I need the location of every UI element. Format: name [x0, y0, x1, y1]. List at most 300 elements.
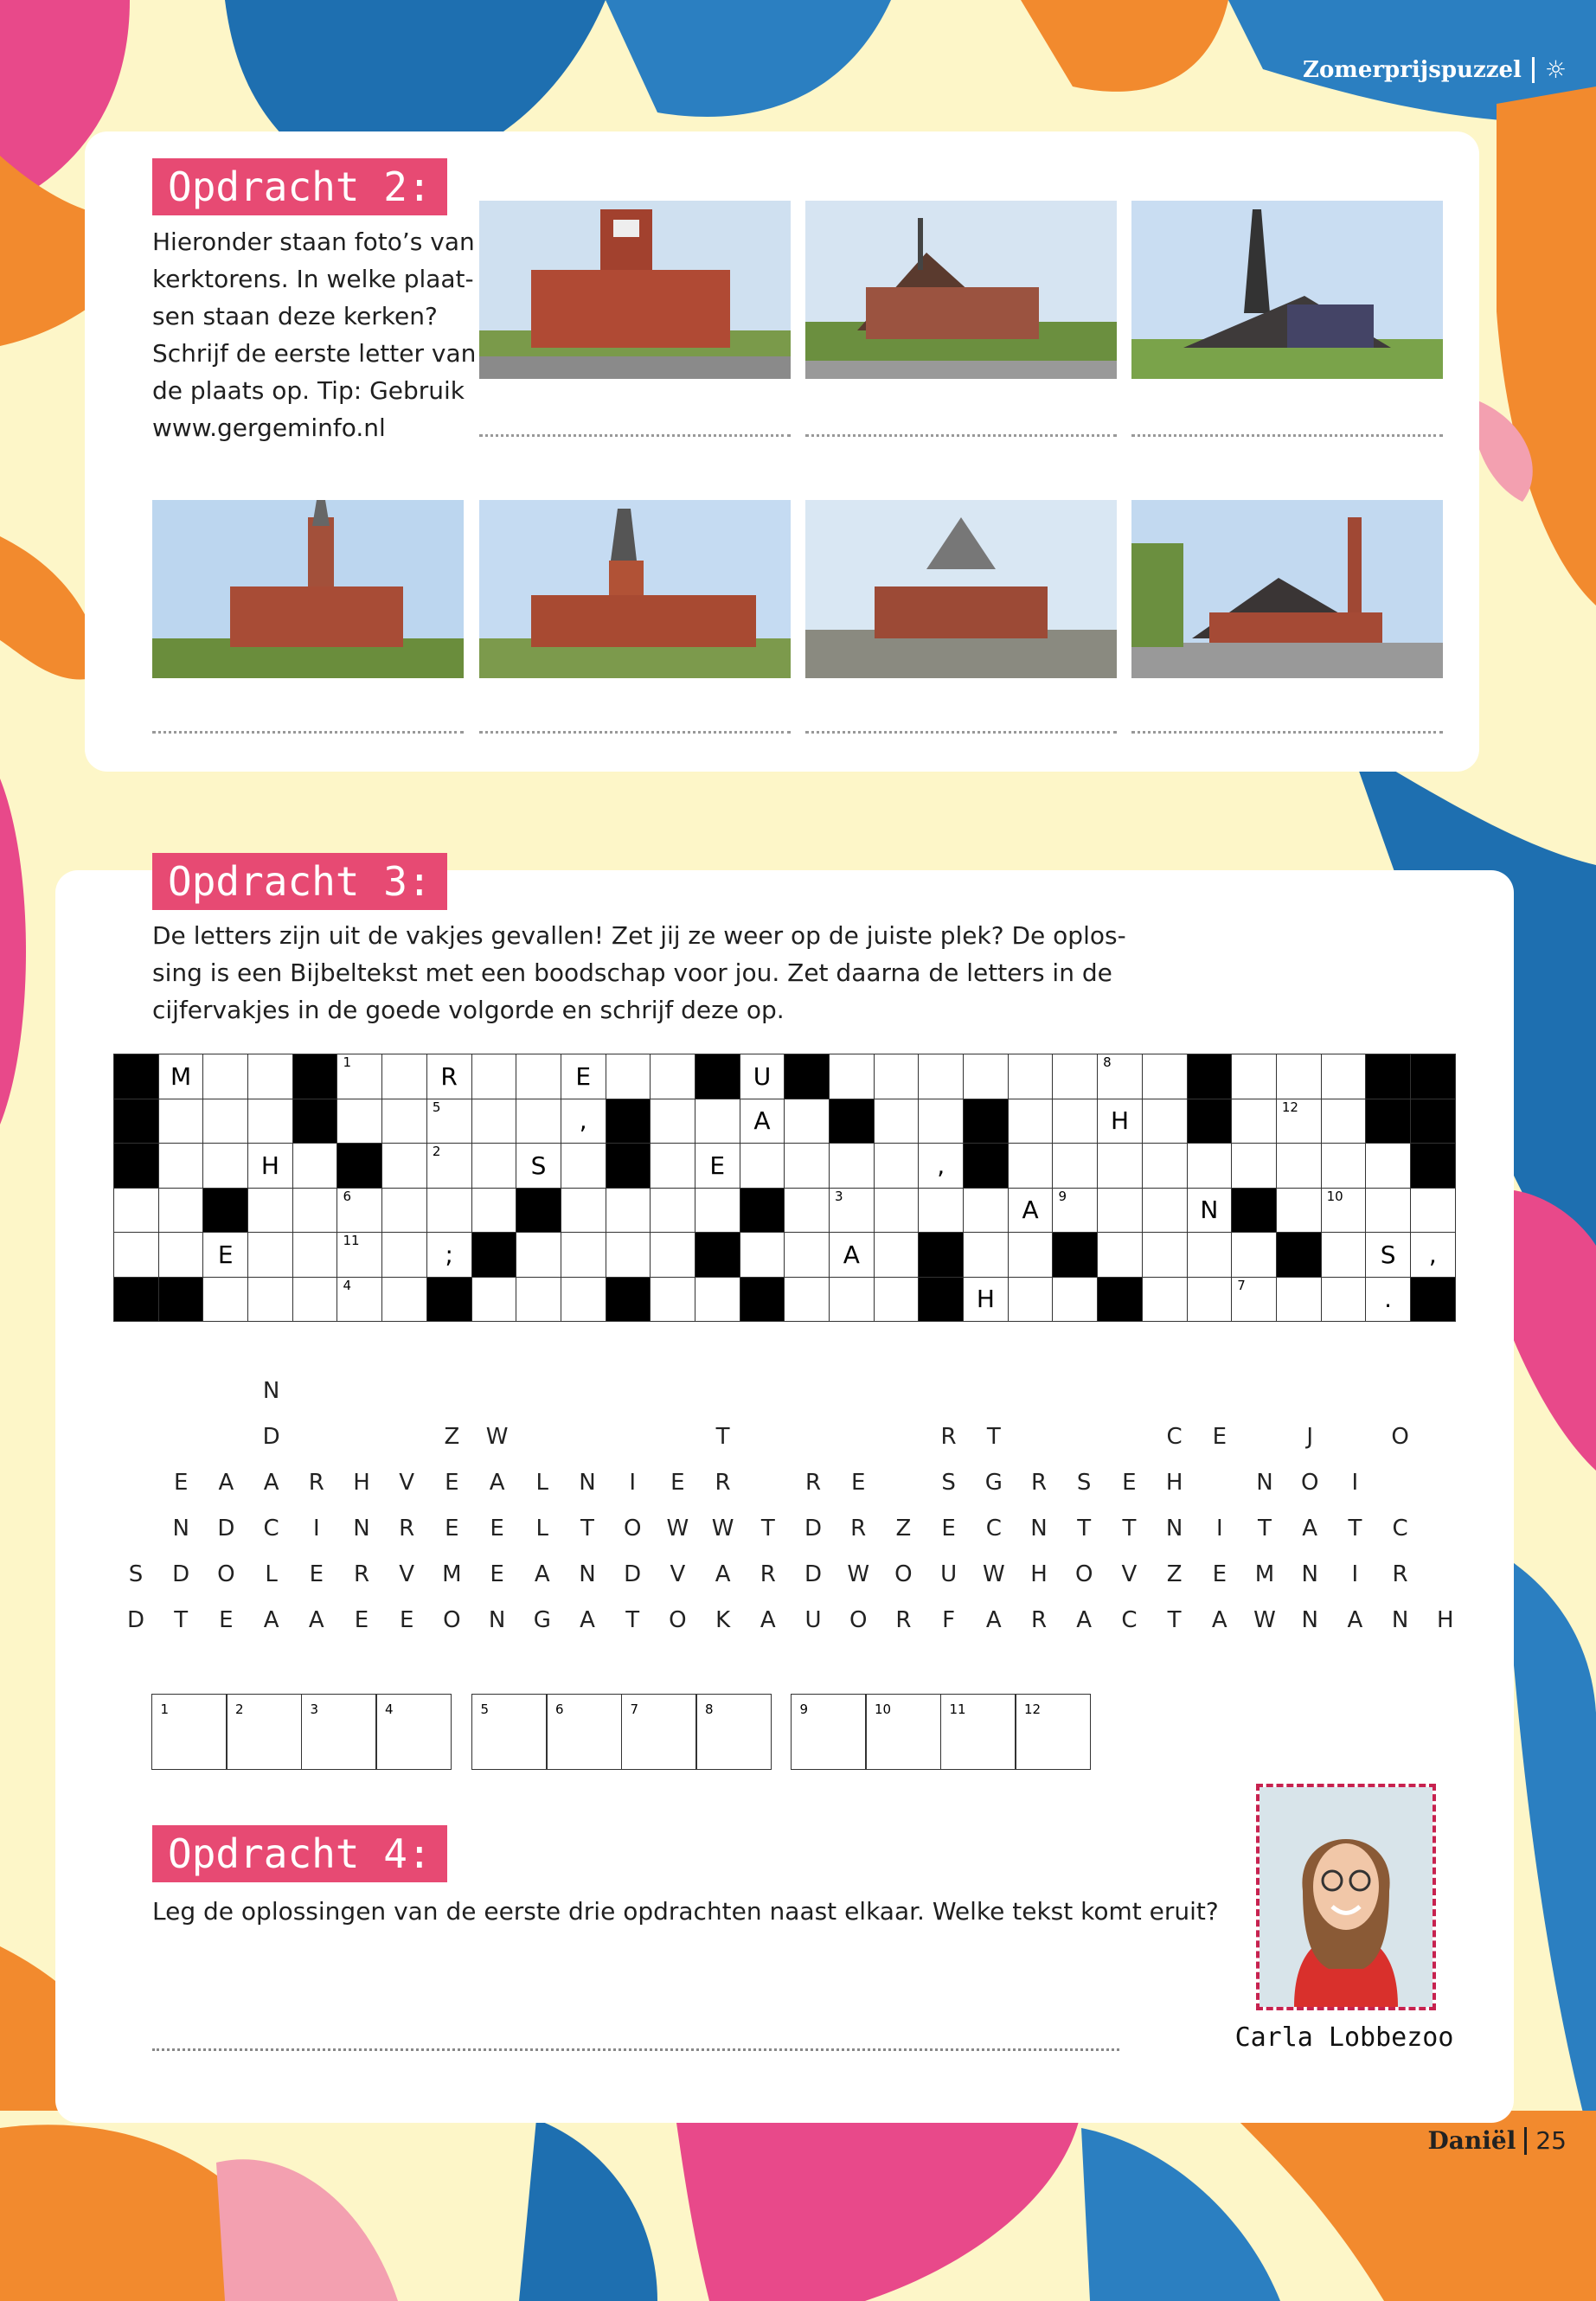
- empty-cell[interactable]: [695, 1277, 740, 1322]
- fallen-letter: A: [534, 1561, 550, 1587]
- empty-cell[interactable]: [1276, 1277, 1321, 1322]
- numbered-cell[interactable]: [426, 1099, 471, 1144]
- empty-cell[interactable]: [919, 1099, 964, 1144]
- fallen-letter: A: [1347, 1607, 1363, 1633]
- empty-cell[interactable]: [1276, 1144, 1321, 1189]
- fallen-letter: E: [399, 1607, 414, 1633]
- solution-number: 4: [385, 1702, 394, 1717]
- numbered-cell[interactable]: [1098, 1054, 1143, 1099]
- empty-cell[interactable]: [1321, 1054, 1366, 1099]
- fallen-letter: R: [850, 1516, 867, 1541]
- empty-cell[interactable]: [785, 1144, 830, 1189]
- empty-cell[interactable]: [158, 1144, 203, 1189]
- fallen-letter: A: [263, 1607, 279, 1633]
- empty-cell[interactable]: [337, 1099, 382, 1144]
- fallen-letter: T: [174, 1607, 189, 1633]
- empty-cell[interactable]: [740, 1144, 785, 1189]
- grid-row: [114, 1099, 1456, 1144]
- solution-box[interactable]: [226, 1694, 302, 1770]
- fallen-letter: M: [1254, 1561, 1275, 1587]
- filled-cell[interactable]: H: [964, 1277, 1009, 1322]
- fallen-letter: I: [629, 1470, 637, 1496]
- empty-cell[interactable]: [1321, 1099, 1366, 1144]
- empty-cell[interactable]: [114, 1233, 159, 1278]
- opdracht-2-title: Opdracht 2:: [152, 158, 447, 215]
- empty-cell[interactable]: [1142, 1233, 1187, 1278]
- fallen-letter: R: [1030, 1607, 1048, 1633]
- black-cell: [606, 1277, 651, 1322]
- solution-box[interactable]: [471, 1694, 548, 1770]
- empty-cell[interactable]: [1142, 1054, 1187, 1099]
- empty-cell[interactable]: [785, 1233, 830, 1278]
- numbered-cell[interactable]: [1232, 1277, 1277, 1322]
- fallen-letter: R: [895, 1607, 912, 1633]
- empty-cell[interactable]: [292, 1277, 337, 1322]
- instruction-line: kerktorens. In welke plaat-: [152, 265, 474, 293]
- fallen-letter: J: [1306, 1424, 1314, 1450]
- empty-cell[interactable]: [248, 1099, 293, 1144]
- grid-row: [114, 1144, 1456, 1189]
- filled-cell[interactable]: S: [516, 1144, 561, 1189]
- fallen-letter: H: [1437, 1607, 1454, 1633]
- numbered-cell[interactable]: [1276, 1099, 1321, 1144]
- empty-cell[interactable]: [248, 1054, 293, 1099]
- empty-cell[interactable]: [292, 1188, 337, 1233]
- answer-line-3[interactable]: [1131, 434, 1443, 437]
- numbered-cell[interactable]: [830, 1188, 875, 1233]
- solution-box[interactable]: [940, 1694, 1016, 1770]
- solution-box[interactable]: [1015, 1694, 1091, 1770]
- opdracht-4-answer-line[interactable]: [152, 2048, 1119, 2051]
- filled-cell[interactable]: ,: [561, 1099, 606, 1144]
- solution-box[interactable]: [865, 1694, 941, 1770]
- empty-cell[interactable]: [561, 1188, 606, 1233]
- solution-number: 12: [1024, 1702, 1042, 1717]
- black-cell: [1276, 1233, 1321, 1278]
- fallen-letter: L: [535, 1470, 549, 1496]
- empty-cell[interactable]: [1321, 1233, 1366, 1278]
- filled-cell[interactable]: H: [248, 1144, 293, 1189]
- cell-number: 12: [1281, 1099, 1298, 1115]
- empty-cell[interactable]: [651, 1277, 695, 1322]
- empty-cell[interactable]: [158, 1099, 203, 1144]
- fallen-letter: O: [1074, 1561, 1093, 1587]
- empty-cell[interactable]: [382, 1233, 427, 1278]
- empty-cell[interactable]: [1276, 1188, 1321, 1233]
- empty-cell[interactable]: [740, 1233, 785, 1278]
- fallen-letter: G: [984, 1470, 1003, 1496]
- filled-cell[interactable]: E: [203, 1233, 248, 1278]
- solution-number: 10: [875, 1702, 892, 1717]
- fallen-letter: I: [1215, 1516, 1223, 1541]
- empty-cell[interactable]: [382, 1099, 427, 1144]
- filled-cell[interactable]: E: [695, 1144, 740, 1189]
- empty-cell[interactable]: [1008, 1144, 1053, 1189]
- empty-cell[interactable]: [1053, 1144, 1098, 1189]
- empty-cell[interactable]: [964, 1054, 1009, 1099]
- empty-cell[interactable]: [651, 1144, 695, 1189]
- fallen-letter: I: [1351, 1470, 1359, 1496]
- fallen-letter: W: [982, 1561, 1005, 1587]
- church-photo-2: [805, 201, 1117, 379]
- fallen-letter: T: [986, 1424, 1001, 1450]
- numbered-cell[interactable]: [337, 1277, 382, 1322]
- fallen-letter: V: [399, 1561, 415, 1587]
- empty-cell[interactable]: [830, 1144, 875, 1189]
- answer-line-4[interactable]: [152, 731, 464, 734]
- fallen-letter: S: [941, 1470, 956, 1496]
- empty-cell[interactable]: [1187, 1144, 1232, 1189]
- fallen-letter: E: [445, 1470, 459, 1496]
- fallen-letter: T: [760, 1516, 775, 1541]
- empty-cell[interactable]: [426, 1188, 471, 1233]
- cell-number: 3: [835, 1188, 843, 1204]
- empty-cell[interactable]: [471, 1099, 516, 1144]
- answer-line-1[interactable]: [479, 434, 791, 437]
- empty-cell[interactable]: [1232, 1144, 1277, 1189]
- fallen-letter: C: [1392, 1516, 1408, 1541]
- fallen-letter: N: [1256, 1470, 1273, 1496]
- fallen-letter: D: [804, 1516, 823, 1541]
- fallen-letter: F: [942, 1607, 956, 1633]
- fallen-letter: O: [443, 1607, 461, 1633]
- fallen-letter: E: [670, 1470, 685, 1496]
- filled-cell[interactable]: .: [1366, 1277, 1411, 1322]
- empty-cell[interactable]: [651, 1233, 695, 1278]
- empty-cell[interactable]: [471, 1188, 516, 1233]
- empty-cell[interactable]: [382, 1277, 427, 1322]
- page-number: 25: [1535, 2126, 1567, 2155]
- empty-cell[interactable]: [1008, 1054, 1053, 1099]
- opdracht-3-title: Opdracht 3:: [152, 853, 447, 910]
- empty-cell[interactable]: [561, 1144, 606, 1189]
- filled-cell[interactable]: H: [1098, 1099, 1143, 1144]
- solution-group-2: [472, 1694, 772, 1770]
- answer-line-5[interactable]: [479, 731, 791, 734]
- empty-cell[interactable]: [203, 1054, 248, 1099]
- black-cell: [964, 1144, 1009, 1189]
- black-cell: [337, 1144, 382, 1189]
- empty-cell[interactable]: [516, 1277, 561, 1322]
- fallen-letter: D: [262, 1424, 280, 1450]
- empty-cell[interactable]: [785, 1099, 830, 1144]
- page-footer: [1427, 2126, 1567, 2155]
- empty-cell[interactable]: [651, 1099, 695, 1144]
- fallen-letter: T: [1258, 1516, 1272, 1541]
- empty-cell[interactable]: [1142, 1099, 1187, 1144]
- empty-cell[interactable]: [1232, 1233, 1277, 1278]
- answer-line-6[interactable]: [805, 731, 1117, 734]
- footer-divider: [1524, 2127, 1527, 2155]
- filled-cell[interactable]: A: [740, 1099, 785, 1144]
- fallen-letter: H: [1165, 1470, 1183, 1496]
- cell-number: 7: [1237, 1277, 1246, 1293]
- empty-cell[interactable]: [248, 1188, 293, 1233]
- cell-number: 9: [1058, 1188, 1067, 1204]
- empty-cell[interactable]: [874, 1054, 919, 1099]
- cell-number: 2: [432, 1144, 441, 1159]
- filled-cell[interactable]: A: [1008, 1188, 1053, 1233]
- fallen-letter: C: [263, 1516, 279, 1541]
- empty-cell[interactable]: [1098, 1233, 1143, 1278]
- fallen-letter: S: [1076, 1470, 1092, 1496]
- fallen-letter: N: [262, 1378, 280, 1404]
- empty-cell[interactable]: [1142, 1188, 1187, 1233]
- black-cell: [740, 1277, 785, 1322]
- fallen-letter: N: [488, 1607, 506, 1633]
- empty-cell[interactable]: [471, 1054, 516, 1099]
- empty-cell[interactable]: [695, 1099, 740, 1144]
- filled-cell[interactable]: U: [740, 1054, 785, 1099]
- empty-cell[interactable]: [1053, 1099, 1098, 1144]
- numbered-cell[interactable]: [337, 1233, 382, 1278]
- instruction-line: De letters zijn uit de vakjes gevallen! Zet jij ze weer op de juiste plek? De oplos-: [152, 921, 1126, 950]
- empty-cell[interactable]: [606, 1054, 651, 1099]
- empty-cell[interactable]: [606, 1233, 651, 1278]
- empty-cell[interactable]: [1098, 1144, 1143, 1189]
- author-name: Carla Lobbezoo: [1234, 2022, 1454, 2053]
- filled-cell[interactable]: S: [1366, 1233, 1411, 1278]
- empty-cell[interactable]: [874, 1277, 919, 1322]
- empty-cell[interactable]: [561, 1233, 606, 1278]
- empty-cell[interactable]: [651, 1054, 695, 1099]
- fallen-letter: N: [353, 1516, 370, 1541]
- author-photo: [1256, 1784, 1436, 2010]
- numbered-cell[interactable]: [1053, 1188, 1098, 1233]
- header-divider: [1532, 57, 1535, 83]
- filled-cell[interactable]: R: [426, 1054, 471, 1099]
- empty-cell[interactable]: [830, 1277, 875, 1322]
- fallen-letter: I: [1351, 1561, 1359, 1587]
- empty-cell[interactable]: [382, 1054, 427, 1099]
- fallen-letter: O: [1300, 1470, 1319, 1496]
- empty-cell[interactable]: [561, 1277, 606, 1322]
- fallen-letter: R: [353, 1561, 370, 1587]
- fallen-letter: E: [309, 1561, 324, 1587]
- fallen-letter: L: [265, 1561, 278, 1587]
- empty-cell[interactable]: [874, 1144, 919, 1189]
- black-cell: [114, 1054, 159, 1099]
- empty-cell[interactable]: [964, 1188, 1009, 1233]
- empty-cell[interactable]: [964, 1233, 1009, 1278]
- empty-cell[interactable]: [1053, 1277, 1098, 1322]
- empty-cell[interactable]: [1321, 1144, 1366, 1189]
- cell-number: 8: [1103, 1054, 1112, 1070]
- empty-cell[interactable]: [114, 1188, 159, 1233]
- empty-cell[interactable]: [382, 1144, 427, 1189]
- fallen-letter: A: [715, 1561, 731, 1587]
- empty-cell[interactable]: [382, 1188, 427, 1233]
- fallen-letter: H: [353, 1470, 370, 1496]
- fallen-letter: D: [172, 1561, 190, 1587]
- solution-box[interactable]: [375, 1694, 452, 1770]
- empty-cell[interactable]: [516, 1099, 561, 1144]
- empty-cell[interactable]: [516, 1233, 561, 1278]
- fallen-letter: R: [760, 1561, 776, 1587]
- black-cell: [695, 1054, 740, 1099]
- solution-box[interactable]: [621, 1694, 697, 1770]
- grid-row: [114, 1233, 1456, 1278]
- church-photo-1: [479, 201, 791, 379]
- empty-cell[interactable]: [1142, 1277, 1187, 1322]
- empty-cell[interactable]: [874, 1188, 919, 1233]
- instruction-line: Schrijf de eerste letter van: [152, 339, 477, 368]
- grid-row: [114, 1188, 1456, 1233]
- fallen-letter: A: [1211, 1607, 1227, 1633]
- empty-cell[interactable]: [1232, 1054, 1277, 1099]
- empty-cell[interactable]: [1098, 1188, 1143, 1233]
- empty-cell[interactable]: [158, 1233, 203, 1278]
- fallen-letter: A: [985, 1607, 1002, 1633]
- black-cell: [740, 1188, 785, 1233]
- empty-cell[interactable]: [785, 1277, 830, 1322]
- fallen-letter: E: [1212, 1424, 1227, 1450]
- empty-cell[interactable]: [874, 1099, 919, 1144]
- fallen-letter: V: [1121, 1561, 1138, 1587]
- numbered-cell[interactable]: [337, 1054, 382, 1099]
- empty-cell[interactable]: [1008, 1099, 1053, 1144]
- answer-line-2[interactable]: [805, 434, 1117, 437]
- solution-box[interactable]: [301, 1694, 377, 1770]
- empty-cell[interactable]: [919, 1188, 964, 1233]
- empty-cell[interactable]: [248, 1277, 293, 1322]
- solution-box[interactable]: [546, 1694, 622, 1770]
- empty-cell[interactable]: [651, 1188, 695, 1233]
- fallen-letter: Z: [1166, 1561, 1183, 1587]
- black-cell: [426, 1277, 471, 1322]
- fallen-letter: S: [128, 1561, 144, 1587]
- fallen-letter: T: [625, 1607, 640, 1633]
- black-cell: [1187, 1054, 1232, 1099]
- fallen-letter: R: [1392, 1561, 1408, 1587]
- fallen-letter: N: [172, 1516, 189, 1541]
- fallen-letter: K: [715, 1607, 731, 1633]
- empty-cell[interactable]: [158, 1188, 203, 1233]
- fallen-letter: V: [399, 1470, 415, 1496]
- fallen-letter: A: [1302, 1516, 1318, 1541]
- solution-box[interactable]: [151, 1694, 228, 1770]
- fallen-letter: E: [445, 1516, 459, 1541]
- empty-cell[interactable]: [292, 1233, 337, 1278]
- empty-cell[interactable]: [785, 1188, 830, 1233]
- empty-cell[interactable]: [1276, 1054, 1321, 1099]
- black-cell: [1410, 1144, 1455, 1189]
- church-photo-5: [479, 500, 791, 678]
- fallen-letter: A: [218, 1470, 234, 1496]
- empty-cell[interactable]: [1410, 1188, 1455, 1233]
- solution-group-1: [152, 1694, 452, 1770]
- empty-cell[interactable]: [203, 1099, 248, 1144]
- black-cell: [1410, 1054, 1455, 1099]
- empty-cell[interactable]: [1232, 1099, 1277, 1144]
- fallen-letter: O: [623, 1516, 642, 1541]
- black-cell: [1410, 1277, 1455, 1322]
- fallen-letter: D: [624, 1561, 642, 1587]
- filled-cell[interactable]: ,: [919, 1144, 964, 1189]
- filled-cell[interactable]: A: [830, 1233, 875, 1278]
- fallen-letter: G: [533, 1607, 551, 1633]
- numbered-cell[interactable]: [337, 1188, 382, 1233]
- solution-number: 1: [160, 1702, 170, 1717]
- fallen-letter: N: [1301, 1561, 1318, 1587]
- solution-number: 5: [480, 1702, 490, 1717]
- fallen-letter: H: [1030, 1561, 1048, 1587]
- empty-cell[interactable]: [1366, 1188, 1411, 1233]
- filled-cell[interactable]: M: [158, 1054, 203, 1099]
- empty-cell[interactable]: [516, 1054, 561, 1099]
- solution-group-3: [792, 1694, 1091, 1770]
- solution-number: 11: [949, 1702, 966, 1717]
- fallen-letter: M: [442, 1561, 462, 1587]
- solution-number: 6: [555, 1702, 564, 1717]
- empty-cell[interactable]: [292, 1144, 337, 1189]
- empty-cell[interactable]: [471, 1144, 516, 1189]
- empty-cell[interactable]: [1321, 1277, 1366, 1322]
- empty-cell[interactable]: [1142, 1144, 1187, 1189]
- fallen-letter: R: [804, 1470, 822, 1496]
- black-cell: [695, 1233, 740, 1278]
- opdracht-3-instructions: [152, 917, 1126, 1029]
- fallen-letter: O: [1391, 1424, 1409, 1450]
- fallen-letter: C: [1121, 1607, 1138, 1633]
- empty-cell[interactable]: [1187, 1277, 1232, 1322]
- fallen-letter: T: [1348, 1516, 1362, 1541]
- black-cell: [1232, 1188, 1277, 1233]
- black-cell: [114, 1144, 159, 1189]
- grid-row: [114, 1054, 1456, 1099]
- empty-cell[interactable]: [1008, 1233, 1053, 1278]
- empty-cell[interactable]: [606, 1188, 651, 1233]
- fallen-letter: A: [1076, 1607, 1093, 1633]
- empty-cell[interactable]: [919, 1054, 964, 1099]
- empty-cell[interactable]: [1366, 1144, 1411, 1189]
- numbered-cell[interactable]: [1321, 1188, 1366, 1233]
- filled-cell[interactable]: ;: [426, 1233, 471, 1278]
- empty-cell[interactable]: [830, 1054, 875, 1099]
- black-cell: [471, 1233, 516, 1278]
- fallen-letter: A: [489, 1470, 505, 1496]
- solution-box[interactable]: [695, 1694, 772, 1770]
- black-cell: [1410, 1099, 1455, 1144]
- empty-cell[interactable]: [248, 1233, 293, 1278]
- portrait-image: [1259, 1787, 1433, 2007]
- empty-cell[interactable]: [203, 1144, 248, 1189]
- empty-cell[interactable]: [471, 1277, 516, 1322]
- numbered-cell[interactable]: [426, 1144, 471, 1189]
- fallen-letter: C: [985, 1516, 1002, 1541]
- filled-cell[interactable]: E: [561, 1054, 606, 1099]
- solution-number: 8: [705, 1702, 714, 1717]
- filled-cell[interactable]: ,: [1410, 1233, 1455, 1278]
- empty-cell[interactable]: [874, 1233, 919, 1278]
- empty-cell[interactable]: [1053, 1054, 1098, 1099]
- answer-line-7[interactable]: [1131, 731, 1443, 734]
- fallen-letter: E: [1212, 1561, 1227, 1587]
- empty-cell[interactable]: [1187, 1233, 1232, 1278]
- fallen-letter: A: [580, 1607, 595, 1633]
- empty-cell[interactable]: [1008, 1277, 1053, 1322]
- solution-number: 9: [799, 1702, 809, 1717]
- fallen-letter: W: [847, 1561, 870, 1587]
- instruction-line: de plaats op. Tip: Gebruik: [152, 376, 465, 405]
- fallen-letter: T: [715, 1424, 730, 1450]
- solution-box[interactable]: [791, 1694, 867, 1770]
- empty-cell[interactable]: [203, 1277, 248, 1322]
- black-cell: [516, 1188, 561, 1233]
- filled-cell[interactable]: N: [1187, 1188, 1232, 1233]
- empty-cell[interactable]: [695, 1188, 740, 1233]
- fallen-letter: N: [1301, 1607, 1318, 1633]
